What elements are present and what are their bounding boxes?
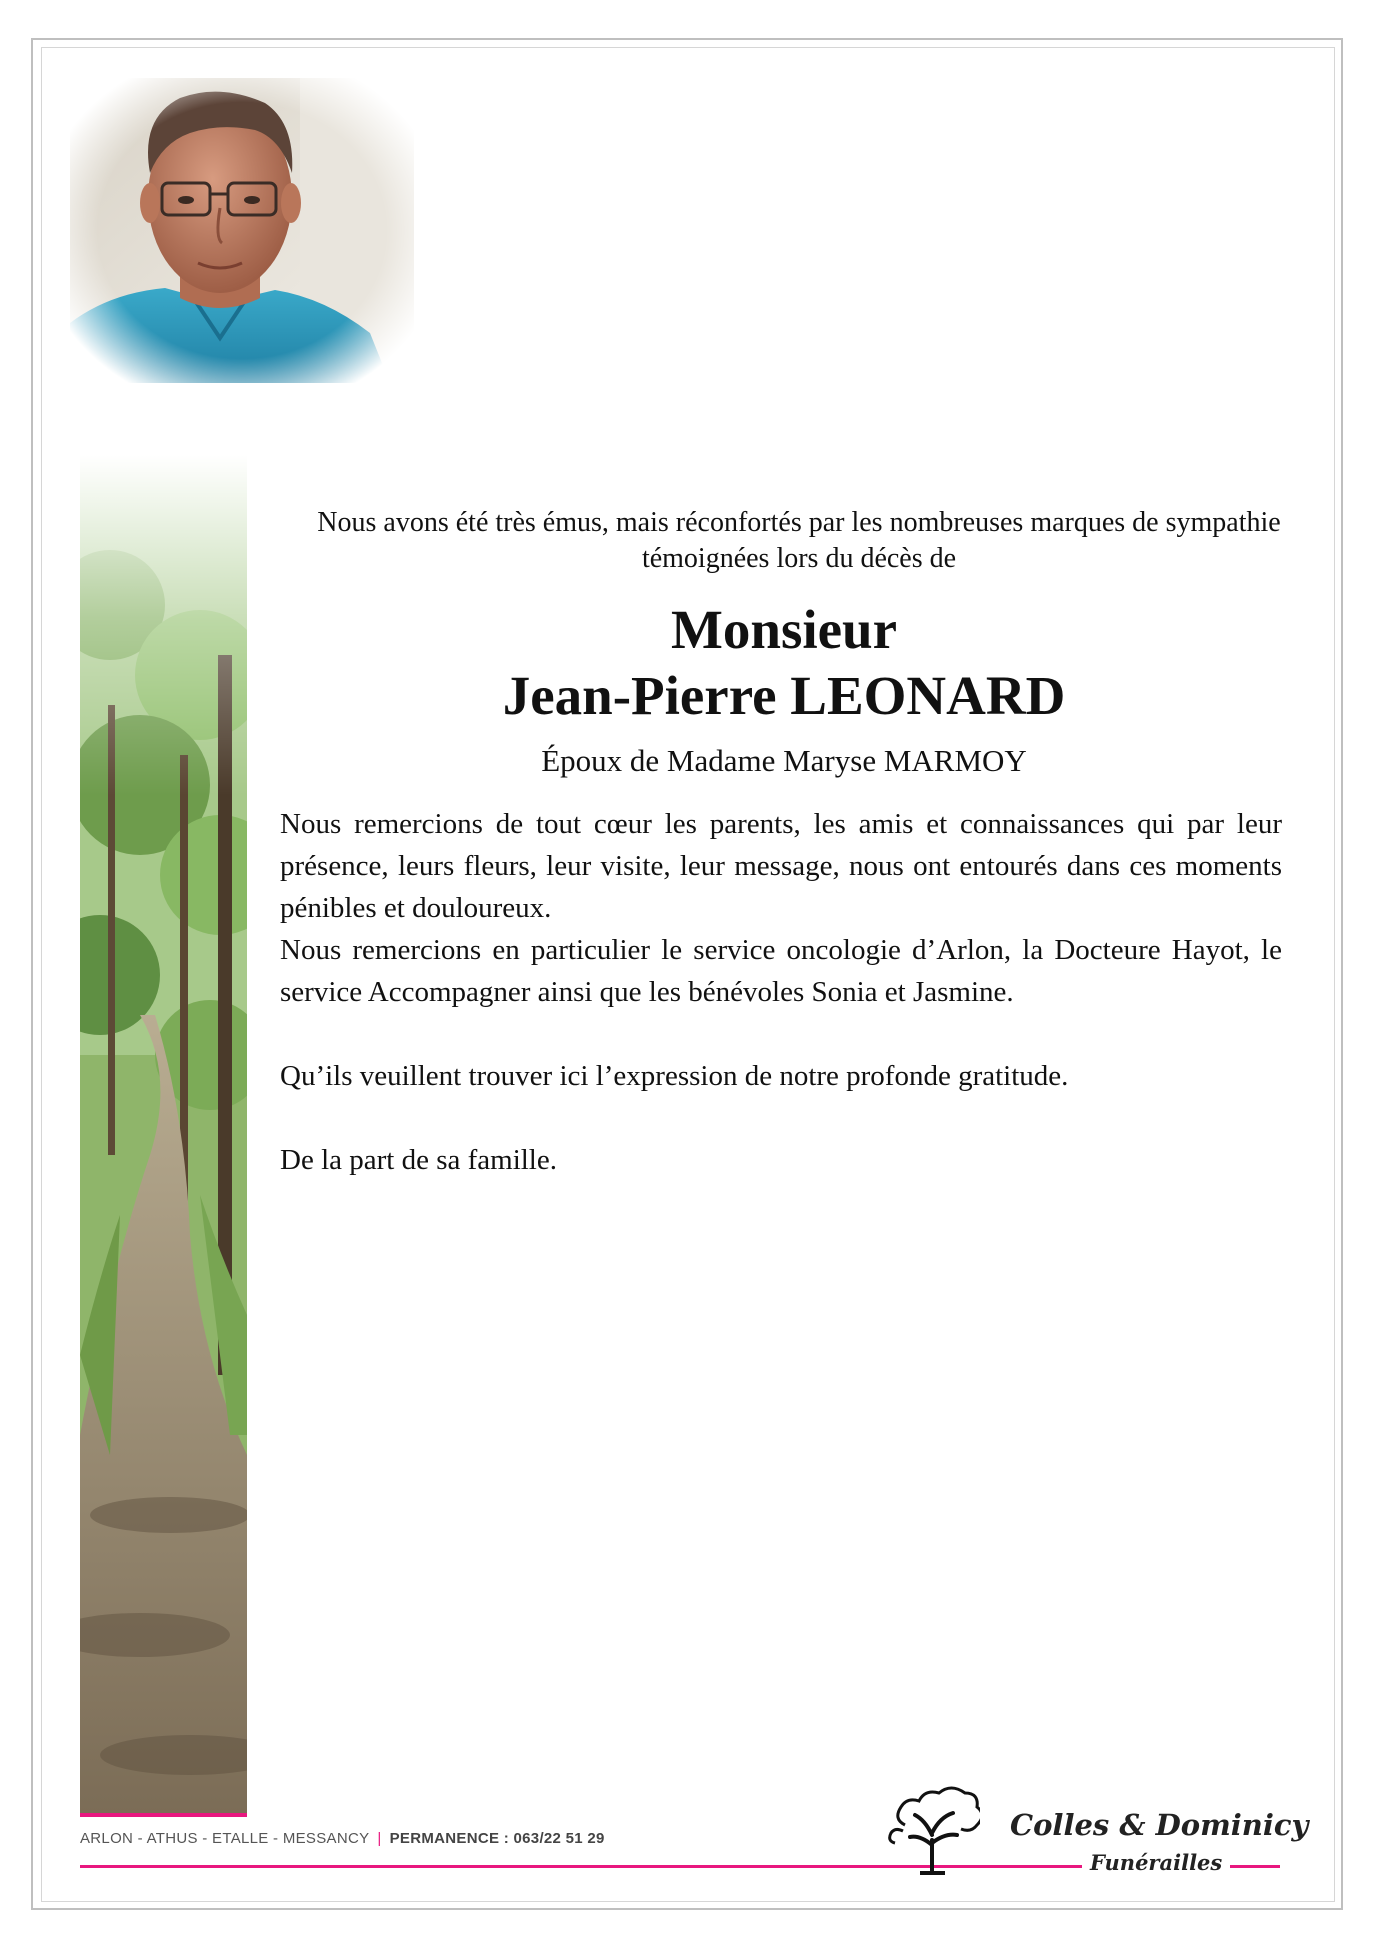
footer-separator: | (377, 1830, 382, 1847)
logo-company-name: Colles & Dominicy (1010, 1808, 1309, 1842)
family-signature: De la part de sa famille. (280, 1144, 557, 1176)
gratitude-paragraph: Qu’ils veuillent trouver ici l’expression de notre profonde gratitude. (280, 1060, 1069, 1092)
forest-accent-bar (80, 1813, 247, 1817)
forest-path-image (80, 455, 247, 1817)
deceased-name: Jean-Pierre LEONARD (502, 665, 1066, 726)
portrait-illustration (70, 78, 414, 383)
tree-logo-icon (885, 1785, 980, 1875)
thanks-paragraph-2: Nous remercions en particulier le service oncologie d’Arlon, la Docteure Hayot, le service Accompagner ainsi que les bénévoles Sonia et Jasmine. (280, 934, 1282, 1008)
thanks-paragraph-1: Nous remercions de tout cœur les parents, les amis et connaissances qui par leur présence, leurs fleurs, leur visite, leur message, nous ont entourés dans ces moments pénibles et douloureux. (280, 808, 1282, 924)
footer-locations: ARLON - ATHUS - ETALLE - MESSANCY (80, 1830, 370, 1847)
footer-permanence: PERMANENCE : 063/22 51 29 (389, 1830, 605, 1847)
title-honorific: Monsieur (670, 599, 898, 660)
footer-contact (80, 1830, 605, 1847)
forest-illustration (80, 455, 247, 1817)
intro-text: Nous avons été très émus, mais réconfortés par les nombreuses marques de sympathie témoignées lors du décès de (317, 507, 1281, 574)
portrait-photo (70, 78, 414, 383)
notice-content (280, 505, 1288, 1181)
spouse-line: Époux de Madame Maryse MARMOY (541, 743, 1027, 778)
logo-subtitle: Funérailles (1082, 1850, 1230, 1875)
